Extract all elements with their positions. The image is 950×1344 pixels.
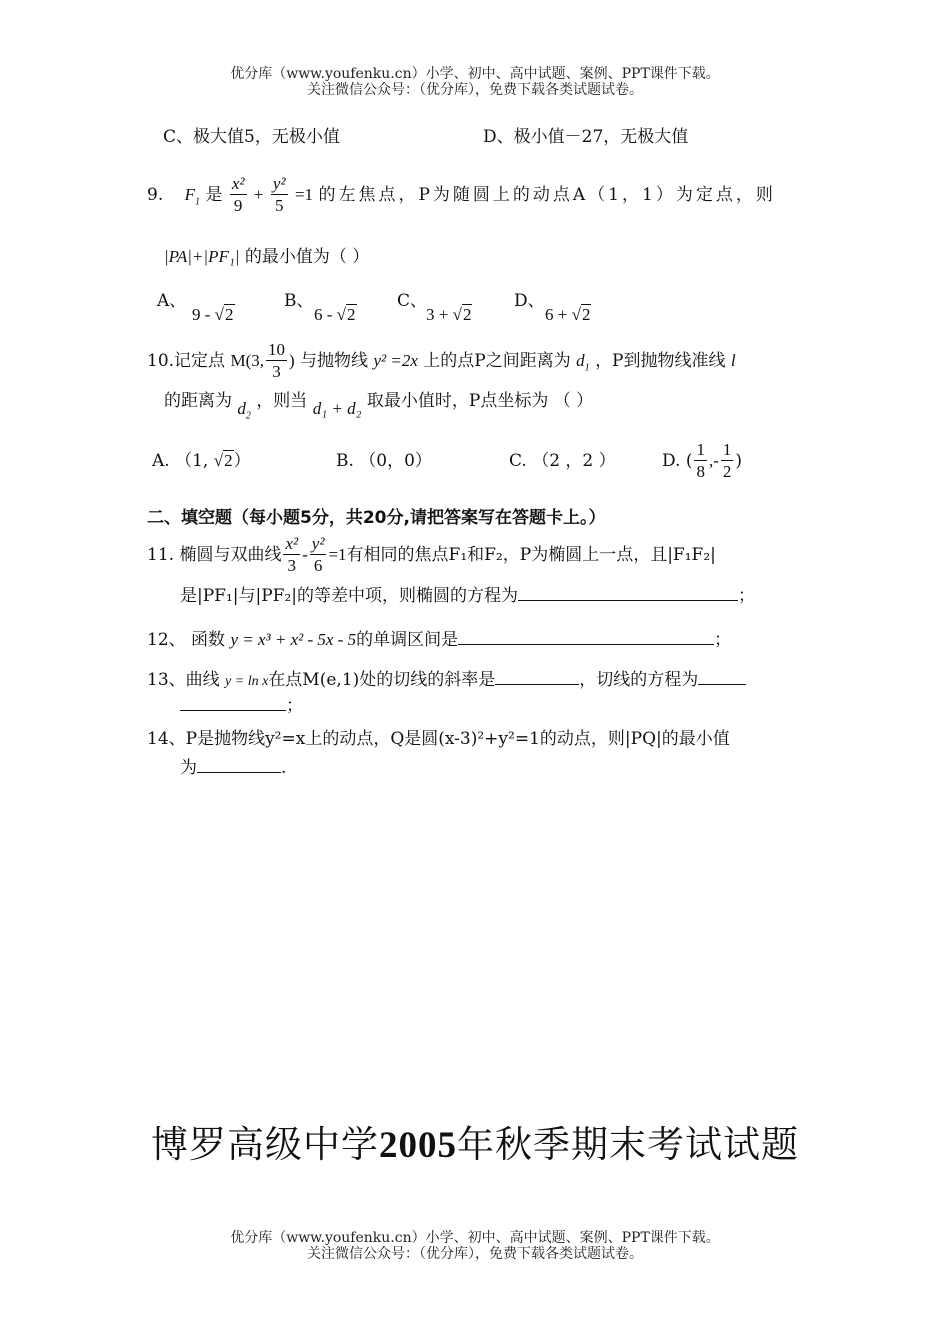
q10-parabola: y² =2x [373, 351, 418, 370]
q10-option-c: C. （2 ，2 ） [509, 451, 616, 471]
header-line-2: 关注微信公众号：（优分库），免费下载各类试题试卷。 [307, 82, 643, 98]
q9-option-d: 6 + √2 [545, 305, 591, 324]
question-12 [147, 626, 731, 651]
answer-blank-tangent[interactable] [698, 666, 746, 685]
q11-prefix: 11. 椭圆与双曲线 [147, 545, 282, 565]
q10-text3: ，P到抛物线准线 [595, 351, 726, 371]
answer-blank[interactable] [518, 582, 738, 601]
section-2-heading: 二、填空题（每小题5分，共20分,请把答案写在答题卡上。） [147, 508, 606, 528]
q10-d-fraction-1: $\frac{1}{8}$ [696, 440, 705, 481]
q10-fraction: $\frac{10}{3}$ [267, 340, 285, 381]
q9-fraction-y: $\frac{\text{y²}}{5}$ [272, 174, 286, 215]
q9-expression: |PA|+|PF₁| [164, 247, 240, 266]
q10-l: l [730, 351, 736, 370]
q9-equals: =1 [294, 185, 314, 204]
q12-function: y = x³ + x² - 5x - 5 [230, 630, 357, 649]
q11-text1: 有相同的焦点F₁和F₂，P为椭圆上一点，且|F₁F₂| [346, 545, 716, 565]
question-11 [147, 532, 716, 578]
q10-prefix: 10.记定点 [147, 351, 226, 371]
q13-text1: 在点M(e,1)处的切线的斜率是 [268, 670, 496, 690]
q11-text2: 是|PF₁|与|PF₂|的等差中项，则椭圆的方程为 [180, 586, 519, 606]
q13-line-2 [180, 692, 303, 717]
q10-d1: $d_1$ [576, 351, 590, 374]
page-header [0, 66, 950, 98]
q9-option-b: 6 - √2 [314, 305, 356, 324]
title-year: 2005 [379, 1125, 457, 1166]
q10-d-fraction-2: $\frac{1}{2}$ [722, 440, 732, 481]
sqrt-symbol: √2 [213, 451, 233, 470]
q11-minus: - [302, 545, 308, 564]
q11-fraction-y: $\frac{\text{y²}}{6}$ [311, 534, 325, 575]
q8-option-d: D、极小值－27，无极大值 [483, 127, 689, 147]
q10-option-a: A. （1, √2） [152, 451, 251, 471]
answer-blank-slope[interactable] [495, 666, 579, 685]
q9-option-a-label: A、 [157, 291, 187, 311]
q14-end: . [281, 758, 287, 778]
sqrt-symbol: √2 [336, 305, 356, 324]
q13-end: ； [286, 696, 303, 716]
q10-line-2 [164, 390, 594, 422]
title-part-2: 年秋季期末考试试题 [457, 1123, 799, 1166]
q13-prefix: 13、曲线 [147, 670, 220, 690]
sqrt-symbol: √2 [214, 305, 234, 324]
q13-text2: ，切线的方程为 [579, 670, 699, 690]
q9-plus: + [253, 185, 264, 204]
q12-end: ； [714, 630, 732, 650]
q10-point-m: M(3, [230, 351, 264, 370]
q14-text2: 为 [180, 758, 197, 778]
q10-sum: d₁ + d₂ [312, 399, 362, 418]
q9-text3: 的最小值为（ ） [244, 247, 370, 267]
q9-option-a: 9 - √2 [192, 305, 234, 324]
header-line-1: 优分库（www.youfenku.cn）小学、初中、高中试题、案例、PPT课件下载。 [230, 66, 720, 82]
q11-end: ； [738, 586, 756, 606]
q10-point-close: ) [288, 351, 295, 370]
q10-d2: $d_2$ [237, 399, 251, 422]
answer-blank-tangent-cont[interactable] [180, 692, 286, 711]
q9-f1: $F_1$ [184, 185, 201, 208]
sqrt-symbol: √2 [452, 305, 472, 324]
q9-option-b-label: B、 [284, 291, 314, 311]
q9-text2: 的左焦点，P为随圆上的动点A（1，1）为定点，则 [318, 185, 776, 205]
q9-option-c-label: C、 [397, 291, 428, 311]
question-13 [147, 666, 746, 693]
q9-fraction-x: $\frac{\text{x²}}{9}$ [231, 174, 245, 215]
sqrt-symbol: √2 [571, 305, 591, 324]
page-footer [0, 1230, 950, 1262]
q9-number: 9. [147, 185, 164, 205]
q8-option-c: C、极大值5，无极小值 [163, 127, 340, 147]
q10-text1: 与抛物线 [300, 351, 369, 371]
answer-blank[interactable] [458, 626, 714, 645]
title-part-1: 博罗高级中学 [151, 1123, 379, 1166]
q12-prefix: 12、 函数 [147, 630, 226, 650]
q9-line-2 [164, 246, 369, 268]
q10-line2-text3: 取最小值时，P点坐标为 （ ） [366, 391, 594, 411]
exam-title [0, 1120, 950, 1171]
q10-line2-text2: ，则当 [256, 391, 308, 411]
q9-text1: 是 [205, 185, 223, 205]
q10-line2-text1: 的距离为 [164, 391, 232, 411]
answer-blank[interactable] [197, 754, 281, 773]
question-14: 14、P是抛物线y²=x上的动点，Q是圆(x-3)²+y²=1的动点，则|PQ|的最小值 [147, 729, 730, 749]
q11-line-2 [180, 582, 755, 607]
q11-fraction-x: $\frac{\text{x²}}{3}$ [285, 534, 299, 575]
footer-line-2: 关注微信公众号：（优分库），免费下载各类试题试卷。 [307, 1246, 643, 1262]
question-10 [147, 338, 736, 391]
q14-line-2 [180, 754, 286, 779]
q12-text: 的单调区间是 [356, 630, 459, 650]
q10-text2: 上的点P之间距离为 [423, 351, 571, 371]
q9-option-d-label: D、 [514, 291, 545, 311]
q13-curve: y = ln x [225, 674, 269, 689]
question-9 [147, 172, 776, 225]
footer-line-1: 优分库（www.youfenku.cn）小学、初中、高中试题、案例、PPT课件下载。 [230, 1230, 720, 1246]
q10-option-b: B. （0，0） [336, 451, 432, 471]
q11-equals: =1 [328, 545, 347, 564]
q10-option-d: D. ( $\frac{1}{8}$ ,- $\frac{1}{2}$ ) [662, 440, 743, 481]
q9-option-c: 3 + √2 [426, 305, 472, 324]
